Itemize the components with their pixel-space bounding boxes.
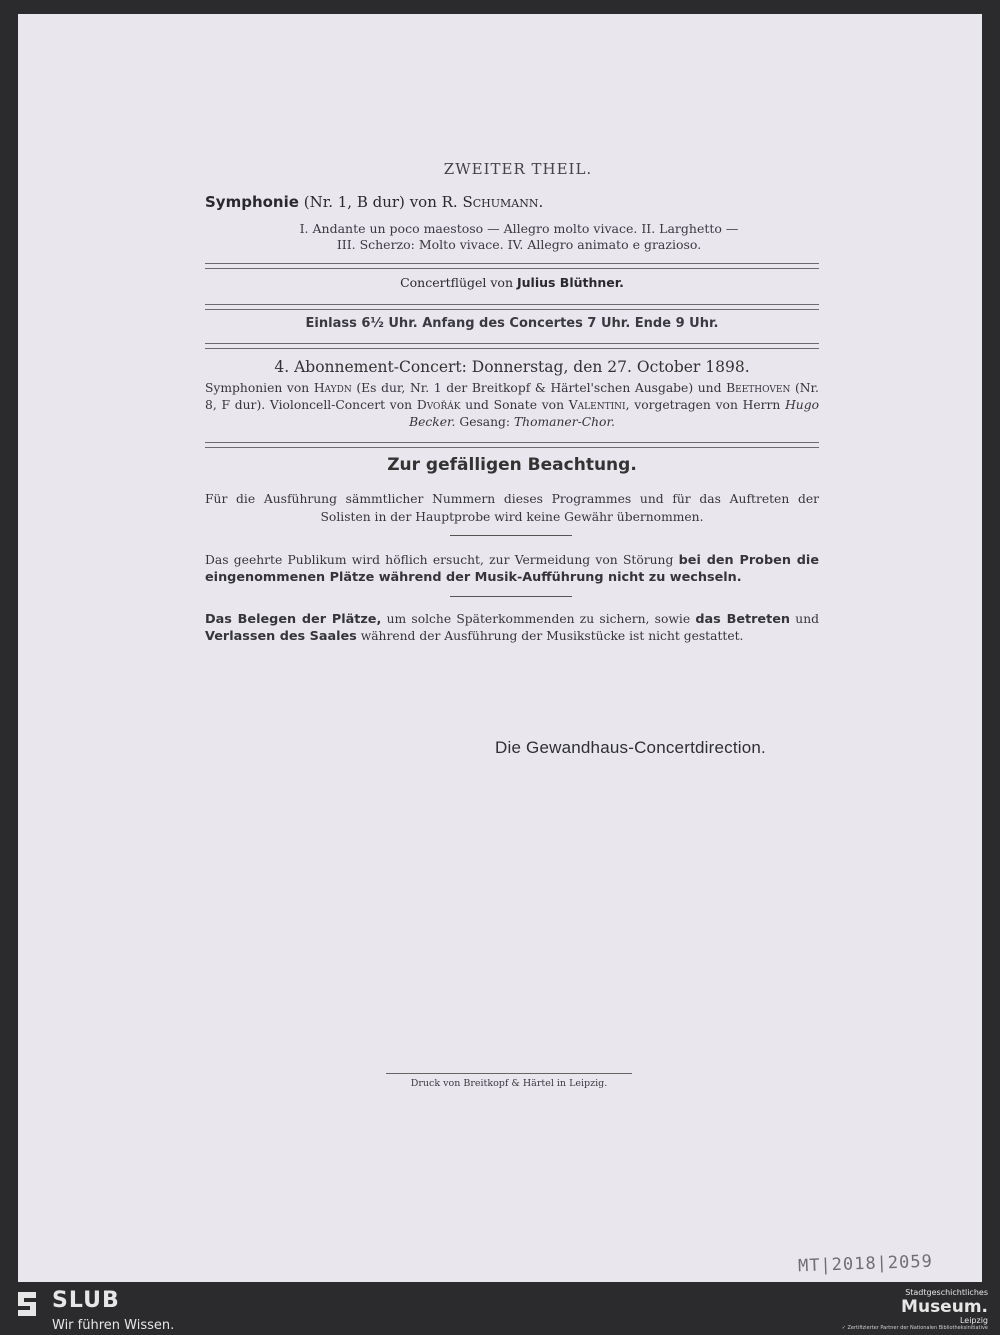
concertfluegel-prefix: Concertflügel von — [400, 275, 514, 290]
museum-city: Leipzig — [959, 1316, 988, 1325]
bold-span: Verlassen des Saales — [205, 629, 357, 644]
double-rule — [205, 263, 819, 269]
printer-rule — [386, 1073, 632, 1074]
einlass-line: Einlass 6½ Uhr. Anfang des Concertes 7 Uhr. Ende 9 Uhr. — [305, 316, 719, 331]
printer-credit: Druck von Breitkopf & Härtel in Leipzig. — [410, 1078, 608, 1089]
concertfluegel-line — [205, 275, 819, 290]
choir-name: Thomaner-Chor. — [513, 415, 615, 429]
signature: Die Gewandhaus-Concertdirection. — [495, 738, 766, 757]
text-span: Gesang: — [459, 415, 511, 429]
symphony-line — [205, 193, 543, 211]
text-span: Das geehrte Publikum wird höflich ersucht, zur Vermeidung von Störung — [205, 553, 674, 567]
slub-mark-icon — [14, 1290, 40, 1318]
section-title: ZWEITER THEIL. — [443, 160, 593, 178]
museum-logo[interactable] — [842, 1288, 988, 1332]
notice-heading: Zur gefälligen Beachtung. — [387, 455, 637, 475]
next-concert-heading: 4. Abonnement-Concert: Donnerstag, den 27. October 1898. — [274, 358, 750, 376]
notice-paragraph-2 — [205, 552, 819, 586]
text-span: um solche Späterkommenden zu sichern, sowie — [386, 612, 691, 626]
composer-haydn: Haydn — [313, 381, 352, 395]
document-page — [18, 14, 982, 1282]
text-span: vorgetragen von Herrn — [634, 398, 781, 412]
shelfmark: MT|2018|2059 — [797, 1251, 934, 1277]
symphony-label: Symphonie — [205, 193, 299, 211]
movements-line-2: III. Scherzo: Molto vivace. IV. Allegro animato e grazioso. — [336, 237, 702, 252]
next-concert-details — [205, 380, 819, 431]
museum-certification: ✓ Zertifizierter Partner der Nationalen Bibliotheksinitiative — [841, 1325, 988, 1331]
double-rule — [205, 343, 819, 349]
text-span: (Nr. 8, F dur). Violoncell-Concert von — [205, 381, 819, 412]
short-rule — [450, 535, 572, 536]
short-rule — [450, 596, 572, 597]
text-span: und Sonate von — [465, 398, 565, 412]
double-rule — [205, 442, 819, 448]
symphony-by: von R. — [409, 193, 458, 211]
notice-paragraph-3 — [205, 611, 819, 645]
library-tagline: Wir führen Wissen. — [52, 1318, 175, 1333]
museum-top-line: Stadtgeschichtliches — [905, 1288, 988, 1297]
text-span: Symphonien von — [205, 381, 310, 395]
composer-valentini: Valentini, — [568, 398, 630, 412]
soloist-name: Hugo Becker. — [409, 398, 819, 429]
text-span: (Es dur, Nr. 1 der Breitkopf & Härtel'schen Ausgabe) und — [356, 381, 722, 395]
bold-span: bei den Proben die eingenommenen Plätze während der Musik-Aufführung nicht zu wechseln. — [205, 553, 819, 585]
composer-dvorak: Dvořák — [416, 398, 461, 412]
bold-span: Das Belegen der Plätze, — [205, 612, 382, 627]
composer-beethoven: Beethoven — [726, 381, 791, 395]
museum-name: Museum. — [901, 1297, 988, 1317]
text-span: und — [795, 612, 819, 626]
symphony-composer: Schumann. — [462, 193, 544, 211]
concertfluegel-maker: Julius Blüthner. — [517, 275, 624, 290]
notice-paragraph-1: Für die Ausführung sämmtlicher Nummern dieses Programmes und für das Auftreten der Solisten in der Hauptprobe wird keine Gewähr übernommen. — [205, 492, 819, 524]
bold-span: das Betreten — [695, 612, 791, 627]
symphony-details: (Nr. 1, B dur) — [303, 193, 405, 211]
text-span: während der Ausführung der Musikstücke ist nicht gestattet. — [360, 629, 744, 643]
movements-line-1: I. Andante un poco maestoso — Allegro molto vivace. II. Larghetto — — [299, 221, 739, 236]
double-rule — [205, 304, 819, 310]
library-name: SLUB — [52, 1288, 120, 1313]
